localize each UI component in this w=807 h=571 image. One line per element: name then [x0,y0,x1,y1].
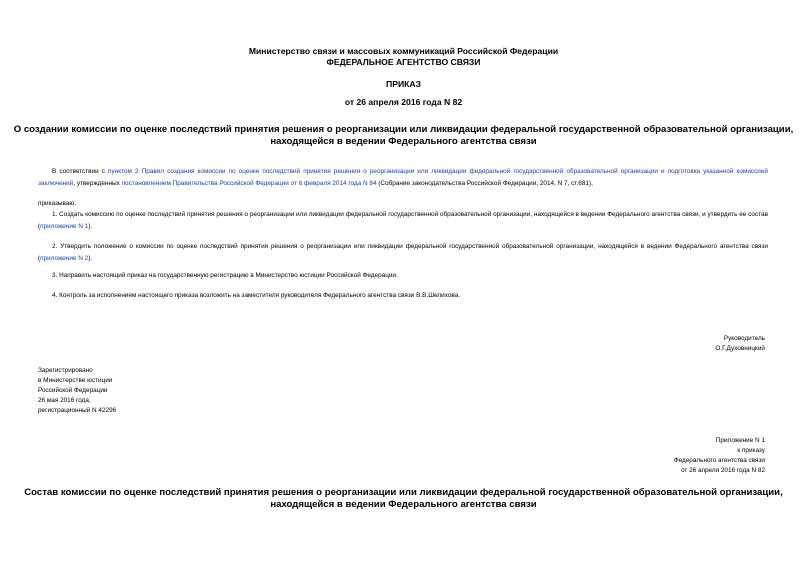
preamble-text-2: , утвержденных [73,179,122,187]
order-item-1-end: ). [88,222,93,230]
appendix-line-2: к приказу [737,447,765,454]
appendix-2-link[interactable]: приложение N 2 [40,254,89,262]
orders-label: приказываю: [38,200,76,207]
ministry-name: Министерство связи и массовых коммуникаций Российской Федерации [248,46,559,56]
registration-line-5: регистрационный N 42296 [38,407,117,414]
order-item-3-text: 3. Направить настоящий приказ на государственную регистрацию в Министерство юстиции Российской Федерации. [52,272,398,279]
appendix-title-line2: находящейся в ведении Федерального агентства связи [270,499,537,510]
appendix-title-line1: Состав комиссии по оценке последствий принятия решения о реорганизации или ликвидации федеральной государственной образовательной организации, [24,487,783,498]
document-type: ПРИКАЗ [386,79,421,89]
order-item-1-text: 1. Создать комиссию по оценке последствий принятия решения о реорганизации или ликвидации федеральной государственной образовательной организации, находящейся в ведении Федерального агентства связи, и утвердить ее состав ( [38,211,768,230]
preamble-text-3: (Собрание законодательства Российской Федерации, 2014, N 7, ст.681), [376,179,593,187]
agency-name: ФЕДЕРАЛЬНОЕ АГЕНТСТВО СВЯЗИ [326,57,481,67]
preamble-paragraph [38,166,768,189]
registration-line-2: в Министерстве юстиции [38,377,113,384]
order-item-3 [38,270,768,282]
document-title-line1: О создании комиссии по оценке последствий принятия решения о реорганизации или ликвидации федеральной государственной образовательной организации, [13,124,794,135]
order-item-4-text: 4. Контроль за исполнением настоящего приказа возложить на заместителя руководителя Федерального агентства связи В.В.Шелихова. [52,292,461,299]
signature-name: О.Г.Духовницкий [715,345,765,352]
document-date-number: от 26 апреля 2016 года N 82 [344,97,463,107]
preamble-text-1: В соответствии с [52,168,109,175]
order-item-2-end: ). [88,254,93,262]
rules-link[interactable]: пунктом 2 Правил создания комиссии по оценке последствий принятия решения о реорганизации или ликвидации федеральной государственной образовательной организации и подготовки указанной комиссией заключений [38,168,768,187]
order-item-2-text: 2. Утвердить положение о комиссии по оценке последствий принятия решения о реорганизации или ликвидации федеральной государственной образовательной организации, находящейся в ведении Федерального агентства связи ( [38,243,768,262]
signature-position: Руководитель [723,335,765,342]
appendix-1-link[interactable]: приложение N 1 [40,222,89,230]
order-item-4 [38,290,768,302]
document-title-line2: находящейся в ведении Федерального агентства связи [270,136,537,147]
appendix-line-1: Приложение N 1 [715,437,765,444]
registration-line-1: Зарегистрировано [38,367,93,374]
government-decree-link[interactable]: постановлением Правительства Российской Федерации от 6 февраля 2014 года N 84 [121,179,377,187]
appendix-line-3: Федерального агентства связи [673,457,765,464]
appendix-line-4: от 26 апреля 2016 года N 82 [680,467,765,474]
registration-line-3: Российской Федерации [38,387,108,394]
order-item-2 [38,241,768,264]
registration-line-4: 26 мая 2016 года, [38,397,91,404]
order-item-1 [38,209,768,232]
